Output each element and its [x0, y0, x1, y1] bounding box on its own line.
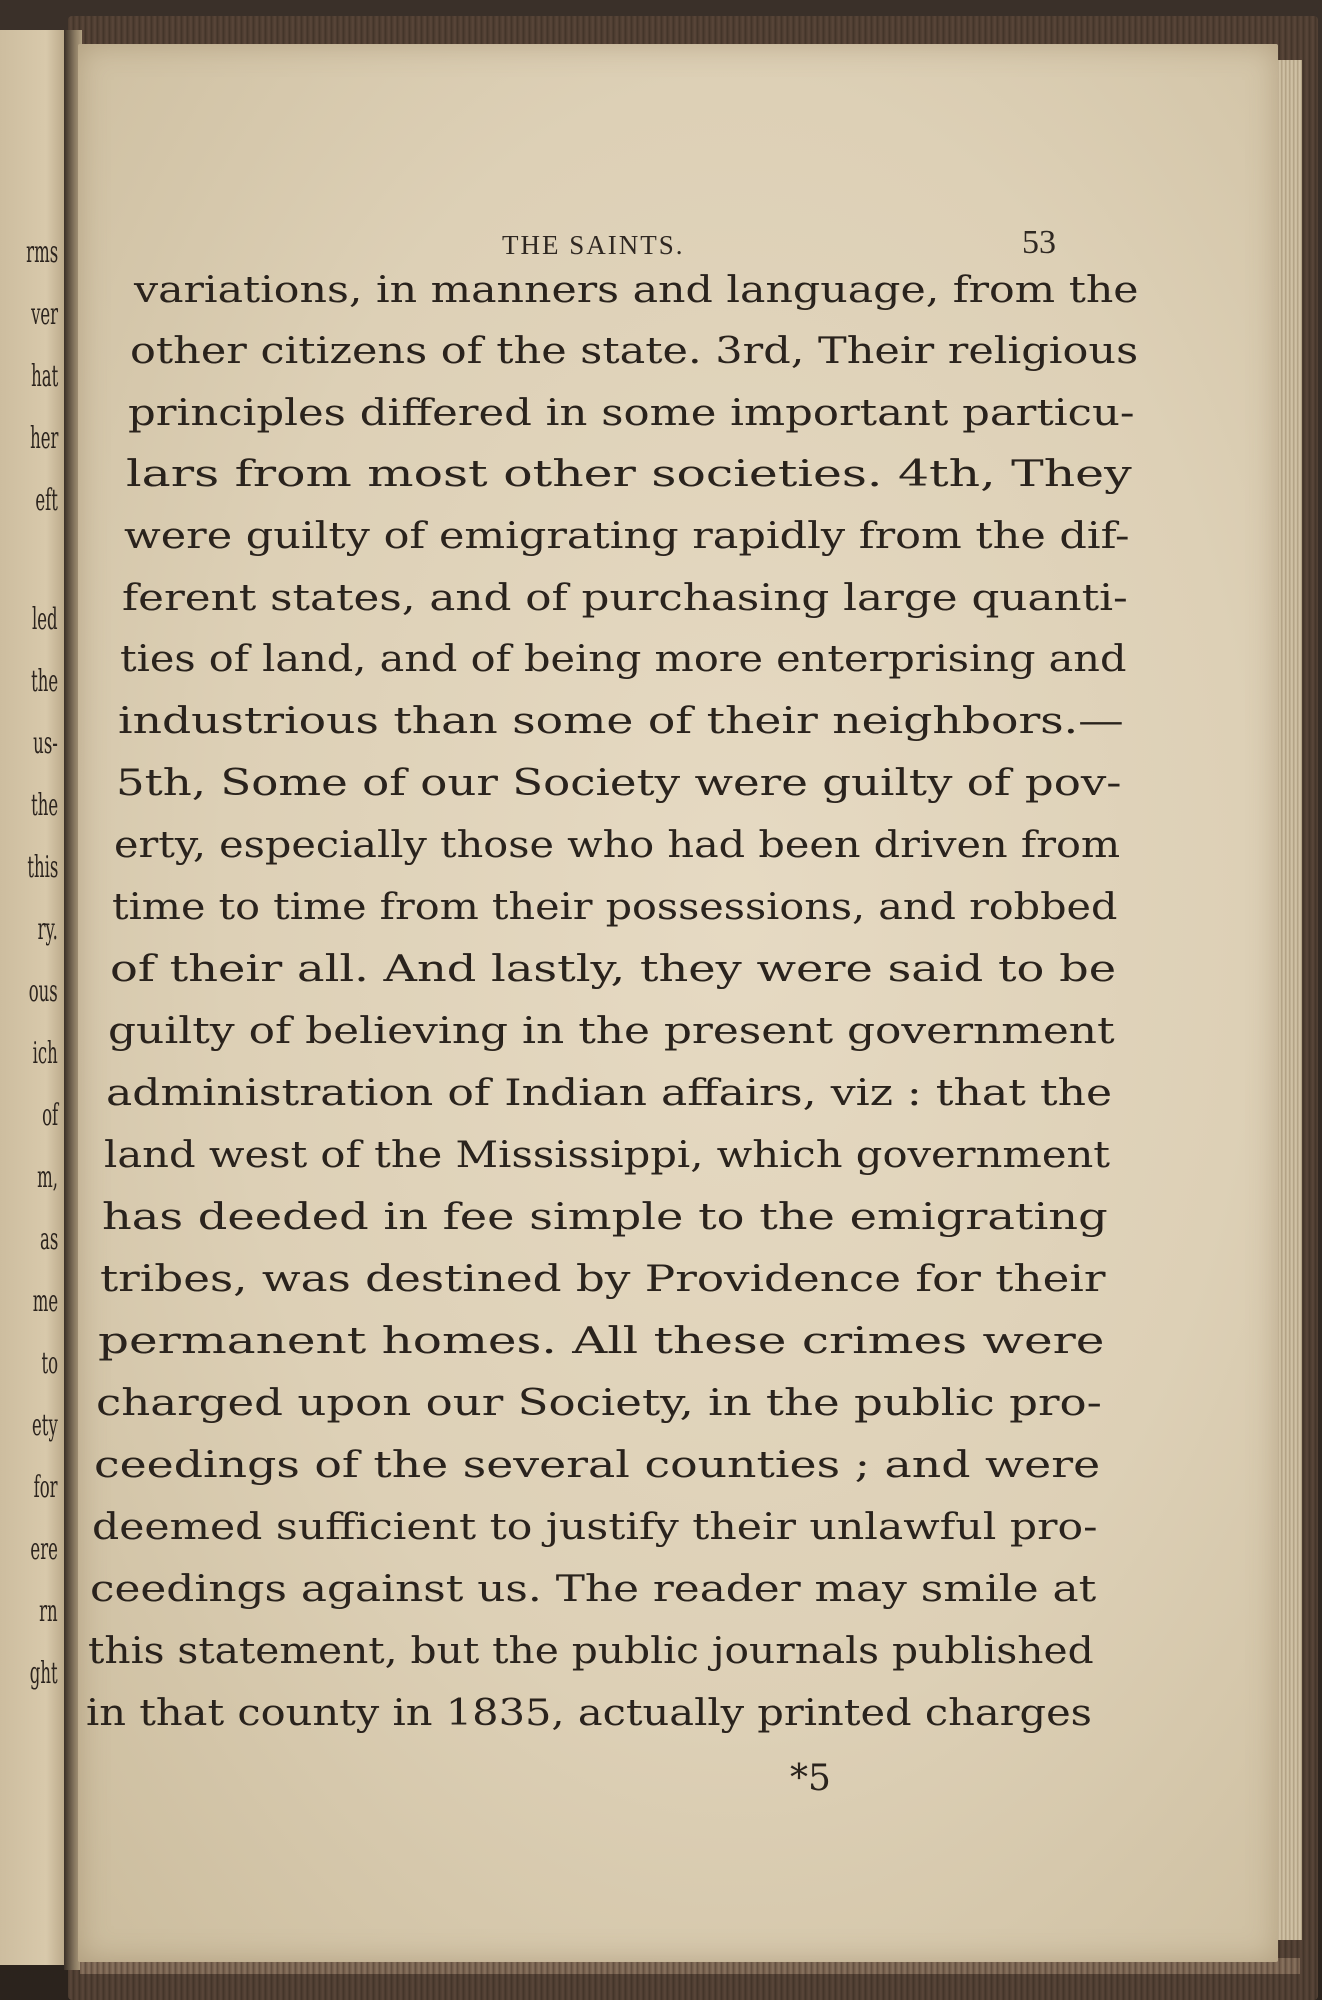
text-line: principles differed in some important particu-: [128, 391, 1135, 434]
text-line: time to time from their possessions, and robbed: [112, 885, 1118, 928]
text-line: land west of the Mississippi, which government: [104, 1133, 1111, 1176]
running-title: THE SAINTS.: [502, 230, 685, 260]
text-line: has deeded in fee simple to the emigrating: [102, 1195, 1108, 1238]
previous-page-fragment: ich: [32, 1036, 58, 1071]
text-line: ceedings of the several counties ; and were: [94, 1443, 1101, 1486]
previous-page-fragment: of: [41, 1098, 58, 1133]
text-line: administration of Indian affairs, viz : that the: [106, 1071, 1113, 1114]
previous-page-fragment: ety: [32, 1408, 58, 1443]
previous-page-fragment: ver: [31, 297, 58, 332]
previous-page-fragment: this: [26, 850, 58, 885]
previous-page-fragment: us-: [33, 726, 58, 761]
text-line: deemed sufficient to justify their unlawful pro-: [92, 1505, 1098, 1548]
text-line: were guilty of emigrating rapidly from the dif-: [124, 514, 1130, 557]
text-line: charged upon our Society, in the public pro-: [96, 1381, 1102, 1424]
previous-page-fragment: ry.: [37, 912, 58, 947]
previous-page-fragment: her: [29, 421, 58, 456]
previous-page-edge: [0, 30, 66, 1965]
previous-page-fragment: ght: [30, 1656, 58, 1691]
text-line: ceedings against us. The reader may smile at: [90, 1567, 1097, 1610]
page-fore-edge: [1278, 60, 1302, 1940]
text-line: ferent states, and of purchasing large quanti-: [122, 576, 1128, 619]
text-line: tribes, was destined by Providence for their: [100, 1257, 1106, 1300]
page-number: 53: [1022, 224, 1056, 261]
text-line: ties of land, and of being more enterprising and: [120, 637, 1127, 680]
previous-page-fragment: hat: [30, 359, 58, 394]
previous-page-fragment: as: [39, 1222, 58, 1257]
text-line: of their all. And lastly, they were said to be: [110, 947, 1117, 990]
previous-page-text-fragments: [0, 30, 60, 1965]
text-line: permanent homes. All these crimes were: [98, 1319, 1105, 1362]
text-line: erty, especially those who had been driven from: [114, 823, 1121, 866]
previous-page-fragment: eft: [35, 483, 58, 518]
text-line: variations, in manners and language, from the: [134, 268, 1139, 311]
text-line: guilty of believing in the present government: [108, 1009, 1115, 1052]
previous-page-fragment: me: [32, 1284, 58, 1319]
book-page: [78, 44, 1278, 1962]
text-line: lars from most other societies. 4th, They: [126, 452, 1132, 495]
text-line: 5th, Some of our Society were guilty of pov-: [116, 761, 1122, 804]
previous-page-fragment: ere: [30, 1532, 58, 1567]
body-text: [78, 44, 1278, 1962]
text-line: other citizens of the state. 3rd, Their religious: [130, 329, 1139, 372]
previous-page-fragment: rn: [39, 1594, 58, 1629]
previous-page-fragment: the: [30, 664, 58, 699]
previous-page-fragment: for: [34, 1470, 58, 1505]
previous-page-fragment: to: [41, 1346, 58, 1381]
text-line: in that county in 1835, actually printed charges: [86, 1691, 1092, 1734]
signature-mark: *5: [790, 1758, 831, 1799]
text-line: this statement, but the public journals published: [88, 1629, 1094, 1672]
text-line: industrious than some of their neighbors.—: [118, 699, 1124, 742]
previous-page-fragment: rms: [25, 235, 58, 270]
previous-page-fragment: m,: [37, 1160, 58, 1195]
previous-page-fragment: ous: [28, 974, 58, 1009]
previous-page-fragment: the: [30, 788, 58, 823]
previous-page-fragment: led: [32, 602, 58, 637]
